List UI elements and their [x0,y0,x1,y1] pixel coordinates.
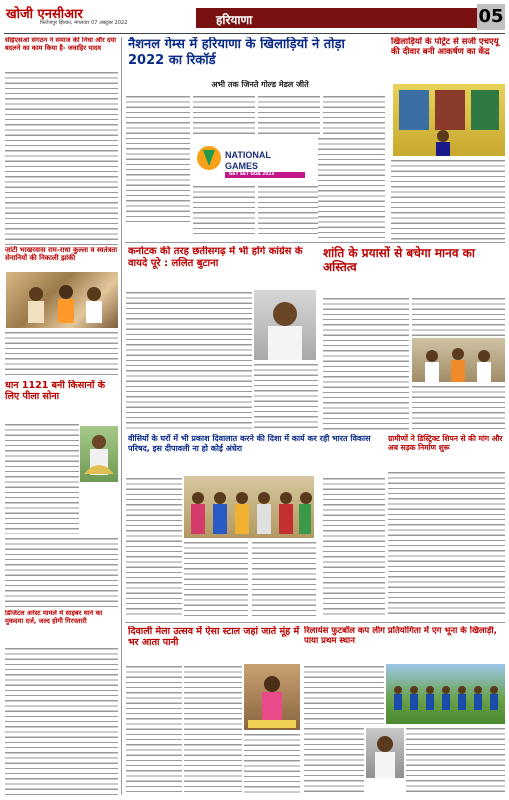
issue-date: फिरोजपुर झिरका, मंगलवार 07 अक्टूबर 2022 [40,20,128,26]
story-bvp [128,434,380,474]
body-national-games-4 [323,94,385,134]
body-paddy [5,422,79,534]
story-hau-wall [391,37,505,81]
karnataka-photo [254,290,316,360]
newspaper-logo: खोजी एनसीआर [6,7,83,22]
body-football-2 [304,726,364,796]
hau-wall-photo [393,84,505,156]
body-karnataka-2 [254,362,318,430]
story-cesos [5,37,117,67]
body-bvp-1 [126,476,182,618]
peace-photo [412,338,505,382]
story-road [388,434,505,468]
headline-national-games: नैशनल गेम्स में हरियाणा के खिलाड़ियों ने तोड़ा 2022 का रिकॉर्ड [128,37,345,68]
body-diwali-3 [244,732,300,796]
story-paddy [5,380,118,422]
body-diwali-1 [126,664,182,796]
body-road-1 [323,476,385,618]
body-road-2 [388,470,505,618]
headline-diwali: दिवाली मेला उत्सव में ऐसा स्टाल जहां जाते मूंह में भर आता पानी [128,626,300,649]
section-divider-2 [125,622,505,623]
headline-cyber: डिजिटल अरेस्ट मामले में साइबर थाने का मुकदमा दर्ज, जल्द होगी गिरफ्तारी [5,610,103,625]
column-divider [121,37,122,795]
body-football-1 [304,664,384,724]
body-hau-wall [391,158,505,240]
football-portrait [366,728,404,778]
story-karnataka [128,246,318,286]
body-bvp-2 [184,540,248,618]
section-banner [196,8,496,28]
national-games-logo [193,136,315,182]
body-national-games-1 [126,94,190,224]
body-cyber [5,646,118,796]
paddy-photo [80,426,118,482]
page-number: 05 [477,4,505,30]
body-peace-1 [323,296,409,430]
headline-jhanki: जांटी भाखरवास राम-राधा कुल्ला व स्वतंत्रता सेनानियों की निकाली झांकी [5,246,118,263]
headline-bvp: वीसियों के घरों में भी प्रकाश दिवालात करने की दिशा में कार्य कर रही भारत विकास परिषद, इस दीपावली ना हो कोई अंधेरा [128,434,371,453]
body-national-games-5 [193,184,255,238]
body-peace-2 [412,296,505,336]
body-diwali-2 [184,664,242,796]
headline-cesos: सीईएसओ संगठन ने समाज की निधा और दया बदलने का काम किया है- जवाहिर यादव [5,37,117,52]
bvp-photo [184,476,314,538]
story-peace [323,246,505,292]
headline-road: ग्रामीणों ने डिस्ट्रिक्ट शिपन से की मांग और अब सड़क निर्माण शुरू [388,434,503,452]
body-peace-3 [412,384,505,430]
headline-peace: शांति के प्रयासों से बचेगा मानव का अस्तित्व [323,246,476,275]
jhanki-photo [6,272,118,328]
headline-hau-wall: खिलाड़ियों के पोर्ट्रेट से सजी एचएयू की दीवार बनी आकर्षण का केंद्र [391,37,499,58]
masthead-rule [4,33,505,34]
body-cesos [5,70,118,246]
headline-football: रिलायंस फुटबॉल कप लीग प्रतियोगिता में एग भूना के खिलाड़ी, पाया प्रथम स्थान [304,626,497,647]
headline-paddy: धान 1121 बनी किसानों के लिए पीला सोना [5,380,106,403]
masthead [0,0,509,34]
subhead-national-games-wrap [180,80,340,92]
body-karnataka-1 [126,290,252,430]
story-jhanki [5,246,118,272]
body-jhanki [5,330,118,378]
logo-title-text: NATIONAL [225,150,271,160]
section-title: हरियाणा [216,13,253,27]
diwali-photo [244,664,300,730]
body-national-games-3 [258,94,320,134]
body-national-games-6 [258,184,320,238]
body-bvp-3 [252,540,316,618]
story-football [304,626,505,660]
logo-sub: GET SET GOA 2023 [229,172,275,177]
subhead-national-games: अभी तक जिनते गोल्ड मेडल जीते [211,80,309,89]
body-paddy-2 [5,536,118,608]
headline-karnataka: कर्नाटक की तरह छतीसगढ़ में भी होंगे कांग्रेस के वायदे पूरे : ललित बुटाना [128,246,303,269]
body-national-games-2 [193,94,255,134]
body-national-games-7 [318,136,385,238]
body-football-3 [406,726,505,796]
section-divider [125,242,505,243]
story-cyber [5,610,118,644]
story-national-games [128,37,374,77]
football-photo [386,664,505,724]
svg-text:GAMES: GAMES [225,161,259,171]
story-diwali [128,626,300,660]
